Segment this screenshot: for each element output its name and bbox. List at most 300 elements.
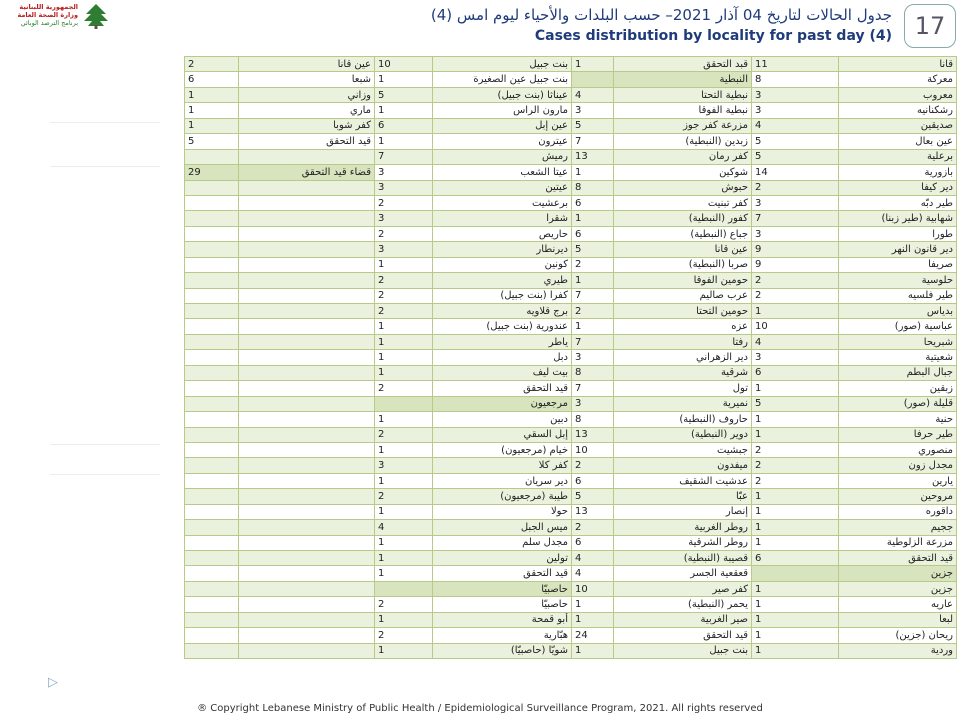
case-count-cell: 10 — [375, 57, 433, 72]
case-count-cell: 5 — [752, 134, 839, 149]
table-row — [185, 118, 957, 133]
locality-name-cell: حلوسية — [839, 273, 957, 288]
case-count-cell: 4 — [572, 566, 614, 581]
case-count-cell: 6 — [185, 72, 239, 87]
case-count-cell — [185, 319, 239, 334]
case-count-cell: 13 — [572, 427, 614, 442]
case-count-cell: 10 — [572, 581, 614, 596]
table-row — [185, 597, 957, 612]
locality-name-cell: شويّا (حاصبيّا) — [433, 643, 572, 658]
locality-name-cell: حولا — [433, 504, 572, 519]
case-count-cell: 1 — [375, 365, 433, 380]
case-count-cell: 1 — [375, 442, 433, 457]
case-count-cell: 3 — [752, 195, 839, 210]
locality-name-cell — [239, 195, 375, 210]
locality-name-cell: تول — [614, 381, 752, 396]
locality-name-cell: معركة — [839, 72, 957, 87]
case-count-cell: 2 — [375, 288, 433, 303]
locality-name-cell: قانا — [839, 57, 957, 72]
logo-line-3: برنامج الترصد الوبائي — [20, 19, 78, 27]
locality-name-cell: روطر الغربية — [614, 520, 752, 535]
next-slide-arrow-icon[interactable]: ▷ — [48, 675, 58, 690]
case-count-cell: 3 — [375, 165, 433, 180]
locality-name-cell: بيت ليف — [433, 365, 572, 380]
case-count-cell — [185, 412, 239, 427]
locality-name-cell: عيتا الشعب — [433, 165, 572, 180]
case-count-cell: 10 — [752, 319, 839, 334]
ministry-logo — [6, 2, 114, 32]
locality-name-cell: يحمر (النبطية) — [614, 597, 752, 612]
case-count-cell — [185, 257, 239, 272]
case-count-cell — [185, 396, 239, 411]
locality-name-cell: مجدل زون — [839, 458, 957, 473]
case-count-cell — [185, 566, 239, 581]
locality-name-cell: عين بعال — [839, 134, 957, 149]
case-count-cell: 3 — [375, 211, 433, 226]
locality-name-cell: نميرية — [614, 396, 752, 411]
locality-name-cell — [239, 504, 375, 519]
locality-name-cell: جزين — [839, 566, 957, 581]
locality-name-cell: شبريحا — [839, 334, 957, 349]
locality-name-cell: جزين — [839, 581, 957, 596]
locality-name-cell: شقرا — [433, 211, 572, 226]
page-title-english: Cases distribution by locality for past day (4) — [534, 28, 892, 44]
locality-name-cell: كفرا (بنت جبيل) — [433, 288, 572, 303]
locality-name-cell: دير كيفا — [839, 180, 957, 195]
locality-name-cell — [239, 628, 375, 643]
case-count-cell: 2 — [572, 458, 614, 473]
table-row — [185, 350, 957, 365]
case-count-cell: 6 — [752, 551, 839, 566]
case-count-cell: 3 — [572, 103, 614, 118]
case-count-cell: 1 — [752, 427, 839, 442]
case-count-cell: 1 — [375, 473, 433, 488]
case-count-cell: 8 — [572, 180, 614, 195]
locality-name-cell: حاصبيّا — [433, 597, 572, 612]
locality-name-cell: بنت جبيل — [433, 57, 572, 72]
case-count-cell — [572, 72, 614, 87]
case-count-cell: 1 — [375, 257, 433, 272]
locality-name-cell — [239, 226, 375, 241]
case-count-cell: 2 — [375, 304, 433, 319]
locality-name-cell: خيام (مرجعيون) — [433, 442, 572, 457]
case-count-cell: 1 — [185, 103, 239, 118]
table-row — [185, 643, 957, 658]
case-count-cell — [185, 628, 239, 643]
case-count-cell: 2 — [375, 427, 433, 442]
locality-name-cell: ياطر — [433, 334, 572, 349]
case-count-cell: 6 — [752, 365, 839, 380]
locality-name-cell: برعلية — [839, 149, 957, 164]
case-count-cell: 24 — [572, 628, 614, 643]
locality-name-cell: عبّا — [614, 489, 752, 504]
locality-name-cell: أبو قمحة — [433, 612, 572, 627]
case-count-cell: 8 — [572, 412, 614, 427]
cases-table — [184, 56, 957, 659]
locality-name-cell — [239, 442, 375, 457]
case-count-cell — [185, 180, 239, 195]
case-count-cell: 1 — [752, 304, 839, 319]
locality-name-cell — [239, 319, 375, 334]
table-row — [185, 57, 957, 72]
locality-name-cell: جبال البطم — [839, 365, 957, 380]
case-count-cell: 1 — [572, 273, 614, 288]
case-count-cell: 6 — [572, 535, 614, 550]
locality-name-cell: قيد التحقق — [614, 628, 752, 643]
case-count-cell: 1 — [375, 551, 433, 566]
locality-name-cell: صريفا — [839, 257, 957, 272]
locality-name-cell — [239, 257, 375, 272]
locality-name-cell: حنية — [839, 412, 957, 427]
case-count-cell: 1 — [572, 597, 614, 612]
case-count-cell: 8 — [752, 72, 839, 87]
locality-name-cell: دير قانون النهر — [839, 242, 957, 257]
locality-name-cell: كفر رمان — [614, 149, 752, 164]
case-count-cell — [185, 288, 239, 303]
locality-name-cell: عاريه — [839, 597, 957, 612]
locality-name-cell: معروب — [839, 87, 957, 102]
locality-name-cell: رشكنانيه — [839, 103, 957, 118]
locality-name-cell: بازورية — [839, 165, 957, 180]
case-count-cell: 2 — [375, 273, 433, 288]
case-count-cell: 2 — [572, 520, 614, 535]
locality-name-cell: قليلة (صور) — [839, 396, 957, 411]
case-count-cell: 14 — [752, 165, 839, 180]
case-count-cell: 2 — [375, 628, 433, 643]
table-row — [185, 257, 957, 272]
table-row — [185, 165, 957, 180]
locality-name-cell: حاريص — [433, 226, 572, 241]
locality-name-cell: برعشيت — [433, 195, 572, 210]
locality-name-cell: جباع (النبطية) — [614, 226, 752, 241]
case-count-cell: 6 — [572, 195, 614, 210]
locality-name-cell: صديقين — [839, 118, 957, 133]
case-count-cell: 1 — [375, 103, 433, 118]
locality-name-cell: طير فلسيه — [839, 288, 957, 303]
locality-name-cell: نبطية التحتا — [614, 87, 752, 102]
table-row — [185, 103, 957, 118]
case-count-cell: 7 — [572, 134, 614, 149]
case-count-cell: 1 — [375, 412, 433, 427]
locality-name-cell: ماري — [239, 103, 375, 118]
locality-name-cell: مروحين — [839, 489, 957, 504]
case-count-cell: 3 — [375, 180, 433, 195]
case-count-cell: 5 — [572, 118, 614, 133]
table-row — [185, 396, 957, 411]
locality-name-cell — [239, 304, 375, 319]
locality-name-cell: قبد التحقق — [614, 57, 752, 72]
locality-name-cell: عيتين — [433, 180, 572, 195]
case-count-cell: 2 — [375, 489, 433, 504]
table-row — [185, 612, 957, 627]
case-count-cell — [752, 566, 839, 581]
page-title-arabic: جدول الحالات لتاريخ 04 آذار 2021– حسب البلدات والأحياء ليوم امس (4) — [430, 6, 892, 24]
case-count-cell: 2 — [752, 273, 839, 288]
locality-name-cell: طيري — [433, 273, 572, 288]
locality-name-cell: ميس الجبل — [433, 520, 572, 535]
case-count-cell: 2 — [375, 381, 433, 396]
locality-name-cell: شوكين — [614, 165, 752, 180]
locality-name-cell: حومين التحتا — [614, 304, 752, 319]
locality-name-cell: كفر صير — [614, 581, 752, 596]
case-count-cell: 1 — [375, 643, 433, 658]
case-count-cell: 1 — [572, 165, 614, 180]
table-row — [185, 334, 957, 349]
case-count-cell — [185, 535, 239, 550]
case-count-cell: 9 — [752, 242, 839, 257]
locality-name-cell: روطر الشرقية — [614, 535, 752, 550]
case-count-cell — [185, 489, 239, 504]
case-count-cell: 7 — [752, 211, 839, 226]
case-count-cell: 9 — [752, 257, 839, 272]
locality-name-cell: دبل — [433, 350, 572, 365]
table-row — [185, 211, 957, 226]
case-count-cell: 5 — [752, 149, 839, 164]
case-count-cell: 1 — [375, 612, 433, 627]
case-count-cell: 7 — [375, 149, 433, 164]
case-count-cell: 13 — [572, 504, 614, 519]
locality-name-cell: عندورية (بنت جبيل) — [433, 319, 572, 334]
locality-name-cell: ميفدون — [614, 458, 752, 473]
case-count-cell: 2 — [752, 180, 839, 195]
decorative-line — [50, 474, 160, 475]
locality-name-cell: إنصار — [614, 504, 752, 519]
table-row — [185, 412, 957, 427]
case-count-cell — [185, 643, 239, 658]
locality-name-cell — [239, 535, 375, 550]
locality-name-cell: النبطية — [614, 72, 752, 87]
case-count-cell — [375, 581, 433, 596]
locality-name-cell: جبشيت — [614, 442, 752, 457]
case-count-cell: 3 — [375, 242, 433, 257]
case-count-cell: 5 — [572, 489, 614, 504]
locality-name-cell — [239, 581, 375, 596]
case-count-cell: 1 — [572, 211, 614, 226]
locality-name-cell: وردية — [839, 643, 957, 658]
locality-name-cell: قيد التحقق — [433, 566, 572, 581]
locality-name-cell: عيناثا (بنت جبيل) — [433, 87, 572, 102]
decorative-line — [50, 166, 160, 167]
locality-name-cell: شعيتية — [839, 350, 957, 365]
case-count-cell — [185, 458, 239, 473]
table-row — [185, 242, 957, 257]
locality-name-cell: طير حرفا — [839, 427, 957, 442]
locality-name-cell — [239, 612, 375, 627]
case-count-cell — [185, 551, 239, 566]
case-count-cell: 6 — [572, 473, 614, 488]
case-count-cell — [185, 473, 239, 488]
case-count-cell — [185, 427, 239, 442]
case-count-cell: 8 — [572, 365, 614, 380]
case-count-cell: 1 — [752, 597, 839, 612]
case-count-cell — [185, 226, 239, 241]
case-count-cell — [185, 334, 239, 349]
locality-name-cell — [239, 520, 375, 535]
locality-name-cell — [239, 551, 375, 566]
locality-name-cell — [239, 211, 375, 226]
locality-name-cell — [239, 242, 375, 257]
locality-name-cell: دوير (النبطية) — [614, 427, 752, 442]
locality-name-cell: دير سريان — [433, 473, 572, 488]
case-count-cell: 1 — [185, 118, 239, 133]
table-row — [185, 288, 957, 303]
case-count-cell: 1 — [375, 350, 433, 365]
locality-name-cell: قصيبة (النبطية) — [614, 551, 752, 566]
case-count-cell — [185, 211, 239, 226]
table-row — [185, 504, 957, 519]
locality-name-cell: قيد التحقق — [433, 381, 572, 396]
case-count-cell: 1 — [572, 643, 614, 658]
locality-name-cell — [239, 412, 375, 427]
table-row — [185, 473, 957, 488]
case-count-cell — [185, 597, 239, 612]
table-row — [185, 304, 957, 319]
case-count-cell: 3 — [375, 458, 433, 473]
locality-name-cell: وزاني — [239, 87, 375, 102]
case-count-cell: 2 — [375, 226, 433, 241]
case-count-cell: 3 — [572, 396, 614, 411]
case-count-cell: 7 — [572, 288, 614, 303]
locality-name-cell — [239, 350, 375, 365]
table-row — [185, 535, 957, 550]
table-row — [185, 273, 957, 288]
locality-name-cell: كفر تبنيت — [614, 195, 752, 210]
table-row — [185, 581, 957, 596]
locality-name-cell — [239, 396, 375, 411]
locality-name-cell: عين قانا — [239, 57, 375, 72]
case-count-cell: 7 — [572, 334, 614, 349]
table-row — [185, 180, 957, 195]
locality-name-cell — [239, 180, 375, 195]
locality-name-cell: بنت جبيل — [614, 643, 752, 658]
case-count-cell: 1 — [752, 520, 839, 535]
case-count-cell: 1 — [752, 381, 839, 396]
locality-name-cell: يارين — [839, 473, 957, 488]
locality-name-cell: عدشيت الشقيف — [614, 473, 752, 488]
case-count-cell: 6 — [375, 118, 433, 133]
table-row — [185, 551, 957, 566]
case-count-cell: 4 — [572, 551, 614, 566]
locality-name-cell: صير الغربية — [614, 612, 752, 627]
locality-name-cell: طورا — [839, 226, 957, 241]
case-count-cell: 2 — [752, 442, 839, 457]
locality-name-cell — [239, 427, 375, 442]
locality-name-cell: حاروف (النبطية) — [614, 412, 752, 427]
page-number-badge: 17 — [904, 4, 956, 48]
cedar-icon — [82, 2, 110, 30]
table-row — [185, 87, 957, 102]
case-count-cell: 2 — [752, 473, 839, 488]
case-count-cell: 5 — [752, 396, 839, 411]
table-row — [185, 628, 957, 643]
locality-name-cell: قضاء قيد التحقق — [239, 165, 375, 180]
table-row — [185, 520, 957, 535]
case-count-cell — [185, 381, 239, 396]
locality-name-cell — [239, 566, 375, 581]
case-count-cell: 3 — [752, 103, 839, 118]
table-row — [185, 149, 957, 164]
locality-name-cell: كونين — [433, 257, 572, 272]
case-count-cell: 4 — [572, 87, 614, 102]
locality-name-cell — [239, 381, 375, 396]
case-count-cell: 4 — [752, 334, 839, 349]
case-count-cell — [185, 520, 239, 535]
case-count-cell: 1 — [572, 612, 614, 627]
locality-name-cell: عيترون — [433, 134, 572, 149]
locality-name-cell: حاصبيّا — [433, 581, 572, 596]
locality-name-cell: مرجعيون — [433, 396, 572, 411]
case-count-cell: 3 — [752, 87, 839, 102]
case-count-cell: 1 — [752, 581, 839, 596]
case-count-cell: 10 — [572, 442, 614, 457]
case-count-cell: 1 — [752, 643, 839, 658]
locality-name-cell — [239, 149, 375, 164]
locality-name-cell: عين قانا — [614, 242, 752, 257]
case-count-cell: 11 — [752, 57, 839, 72]
locality-name-cell: شهابية (طير زبنا) — [839, 211, 957, 226]
table-row — [185, 195, 957, 210]
case-count-cell: 1 — [375, 334, 433, 349]
case-count-cell: 4 — [375, 520, 433, 535]
case-count-cell: 1 — [375, 319, 433, 334]
locality-name-cell: مزرعة كفر جوز — [614, 118, 752, 133]
case-count-cell: 5 — [185, 134, 239, 149]
case-count-cell — [185, 442, 239, 457]
copyright-footer: ® Copyright Lebanese Ministry of Public Health / Epidemiological Surveillance Program, 2021. All rights reserved — [197, 703, 763, 714]
locality-name-cell: لبعا — [839, 612, 957, 627]
case-count-cell — [185, 581, 239, 596]
locality-name-cell: طيبة (مرجعيون) — [433, 489, 572, 504]
case-count-cell — [185, 242, 239, 257]
locality-name-cell: رميش — [433, 149, 572, 164]
table-row — [185, 381, 957, 396]
locality-name-cell: زبقين — [839, 381, 957, 396]
case-count-cell: 1 — [375, 535, 433, 550]
case-count-cell: 2 — [572, 257, 614, 272]
case-count-cell: 1 — [572, 57, 614, 72]
case-count-cell: 1 — [375, 72, 433, 87]
locality-name-cell: شرقية — [614, 365, 752, 380]
locality-name-cell: كفور (النبطية) — [614, 211, 752, 226]
locality-name-cell: كفر شوبا — [239, 118, 375, 133]
locality-name-cell: حومين الفوقا — [614, 273, 752, 288]
locality-name-cell: رفتا — [614, 334, 752, 349]
locality-name-cell: هبّارية — [433, 628, 572, 643]
case-count-cell: 2 — [375, 597, 433, 612]
locality-name-cell: مجدل سلم — [433, 535, 572, 550]
locality-name-cell: عزه — [614, 319, 752, 334]
case-count-cell: 13 — [572, 149, 614, 164]
case-count-cell: 2 — [185, 57, 239, 72]
locality-name-cell: حبوش — [614, 180, 752, 195]
case-count-cell: 3 — [572, 350, 614, 365]
locality-name-cell — [239, 365, 375, 380]
locality-name-cell: دير الزهراني — [614, 350, 752, 365]
locality-name-cell: نبطية الفوقا — [614, 103, 752, 118]
logo-line-1: الجمهورية اللبنانية — [19, 3, 78, 11]
case-count-cell: 1 — [752, 612, 839, 627]
table-row — [185, 226, 957, 241]
locality-name-cell: بدياس — [839, 304, 957, 319]
locality-name-cell: بنت جبيل عين الصغيرة — [433, 72, 572, 87]
case-count-cell: 4 — [752, 118, 839, 133]
decorative-line — [50, 444, 160, 445]
case-count-cell: 3 — [752, 350, 839, 365]
locality-name-cell: مزرعة الزلوطية — [839, 535, 957, 550]
table-row — [185, 72, 957, 87]
case-count-cell — [185, 350, 239, 365]
case-count-cell: 6 — [572, 226, 614, 241]
